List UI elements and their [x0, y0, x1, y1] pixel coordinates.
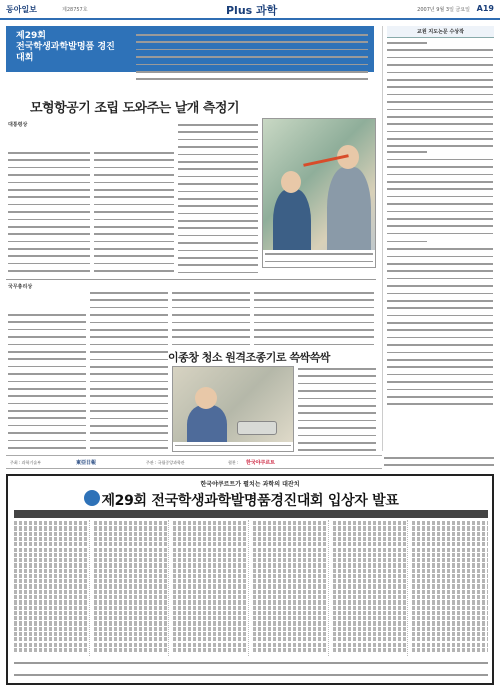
winner-row — [412, 600, 488, 604]
article-2-photo — [172, 366, 294, 452]
winner-row — [333, 542, 408, 546]
section-title: Plus 과학 — [226, 4, 278, 17]
winner-row — [14, 553, 89, 557]
article-2-byline — [8, 284, 98, 290]
winner-row — [253, 584, 328, 588]
winner-row — [412, 532, 488, 536]
winner-row — [253, 569, 328, 573]
winner-row — [94, 521, 169, 525]
winner-row — [94, 621, 169, 625]
winner-row — [14, 627, 89, 631]
winner-row — [253, 590, 328, 594]
winner-row — [173, 637, 248, 641]
winner-row — [173, 558, 248, 562]
sponsor-label: 협찬 : — [228, 460, 239, 465]
winners-column — [412, 520, 488, 656]
winner-row — [333, 584, 408, 588]
winner-row — [412, 627, 488, 631]
winner-row — [412, 595, 488, 599]
winner-row — [333, 632, 408, 636]
winner-row — [173, 574, 248, 578]
winner-row — [333, 648, 408, 652]
winner-row — [412, 542, 488, 546]
winner-row — [333, 558, 408, 562]
article-1-col-2 — [94, 150, 174, 275]
winner-row — [14, 637, 89, 641]
winner-row — [333, 574, 408, 578]
publication-date: 2007년 9월 3일 금요일 — [417, 7, 470, 13]
winner-row — [412, 563, 488, 567]
winner-row — [412, 579, 488, 583]
winner-row — [14, 563, 89, 567]
contest-name: 제29회 전국학생과학발명품 경진대회 — [16, 31, 115, 63]
winners-column — [14, 520, 90, 656]
results-header-bar — [14, 510, 488, 518]
winner-row — [412, 632, 488, 636]
article-2-col-5 — [298, 366, 376, 452]
winner-row — [333, 643, 408, 647]
banner-intro — [136, 32, 368, 84]
winners-list — [14, 520, 488, 656]
winner-row — [253, 574, 328, 578]
winner-row — [14, 611, 89, 615]
announcement-kicker: 한국야쿠르트가 펼치는 과학의 대잔치 — [200, 481, 300, 488]
student-head — [195, 387, 217, 409]
winner-row — [94, 648, 169, 652]
winner-row — [253, 595, 328, 599]
winner-row — [94, 579, 169, 583]
winner-row — [94, 553, 169, 557]
winner-row — [94, 542, 169, 546]
donga-logo: 東亞日報 — [76, 460, 97, 466]
winner-row — [412, 648, 488, 652]
winner-row — [333, 611, 408, 615]
winner-row — [94, 537, 169, 541]
winner-row — [94, 616, 169, 620]
winner-row — [14, 621, 89, 625]
winner-row — [412, 526, 488, 530]
winner-row — [94, 584, 169, 588]
winner-row — [412, 621, 488, 625]
issue-number: 제28757호 — [62, 7, 88, 13]
winner-row — [14, 574, 89, 578]
winner-row — [94, 632, 169, 636]
winner-row — [333, 590, 408, 594]
winner-row — [14, 590, 89, 594]
winner-row — [173, 595, 248, 599]
winner-row — [333, 532, 408, 536]
winner-row — [94, 590, 169, 594]
winner-row — [14, 616, 89, 620]
winner-row — [94, 569, 169, 573]
announcement-title: 제29회 전국학생과학발명품경진대회 입상자 발표 — [101, 493, 399, 509]
article-2-col-3 — [172, 290, 250, 346]
winner-row — [253, 606, 328, 610]
winner-row — [253, 558, 328, 562]
winner-row — [253, 563, 328, 567]
winner-row — [14, 595, 89, 599]
winner-row — [253, 537, 328, 541]
winner-row — [14, 532, 89, 536]
winner-row — [14, 548, 89, 552]
winner-row — [14, 584, 89, 588]
footer-note — [384, 455, 494, 470]
winner-row — [94, 532, 169, 536]
sidebar-entry-2 — [387, 157, 493, 237]
cleaning-robot — [237, 421, 277, 435]
photo-1-caption — [263, 250, 375, 267]
winner-row — [333, 600, 408, 604]
winner-row — [173, 521, 248, 525]
winner-row — [14, 600, 89, 604]
winner-row — [253, 643, 328, 647]
winner-row — [14, 643, 89, 647]
winner-row — [333, 616, 408, 620]
winner-row — [173, 569, 248, 573]
winner-row — [253, 526, 328, 530]
winner-row — [333, 595, 408, 599]
contest-banner — [6, 26, 374, 72]
winner-row — [14, 521, 89, 525]
photo-2-caption — [173, 442, 293, 451]
winner-row — [412, 584, 488, 588]
winner-row — [14, 632, 89, 636]
article-1-headline: 모형항공기 조립 도와주는 날개 측정기 — [30, 101, 240, 116]
winner-row — [14, 579, 89, 583]
winner-row — [173, 611, 248, 615]
winner-row — [173, 548, 248, 552]
article-1-byline — [8, 122, 68, 128]
winner-row — [94, 548, 169, 552]
winner-row — [14, 558, 89, 562]
winner-row — [412, 574, 488, 578]
winner-row — [14, 526, 89, 530]
winner-row — [173, 553, 248, 557]
winner-row — [333, 548, 408, 552]
winner-row — [253, 521, 328, 525]
winner-row — [412, 537, 488, 541]
winner-row — [94, 558, 169, 562]
winners-column — [173, 520, 249, 656]
organizer-label: 주관 : 국립중앙과학관 — [146, 460, 185, 465]
winner-row — [173, 621, 248, 625]
winner-row — [173, 584, 248, 588]
winners-column — [333, 520, 409, 656]
winner-row — [253, 637, 328, 641]
winner-row — [253, 632, 328, 636]
winner-row — [173, 627, 248, 631]
winner-row — [173, 526, 248, 530]
winner-row — [333, 621, 408, 625]
winner-row — [333, 521, 408, 525]
winner-row — [253, 532, 328, 536]
winner-row — [412, 553, 488, 557]
winner-row — [333, 606, 408, 610]
event-schedule — [14, 660, 488, 667]
winner-row — [253, 611, 328, 615]
article-2-col-2 — [90, 290, 168, 452]
winner-row — [333, 627, 408, 631]
winner-row — [253, 627, 328, 631]
winner-row — [412, 616, 488, 620]
host-label: 주최 : 과학기술부 — [10, 460, 41, 465]
section-divider — [6, 279, 376, 280]
organizers-line — [14, 672, 488, 679]
winner-row — [14, 537, 89, 541]
page-number: A19 — [476, 4, 494, 13]
winner-row — [94, 643, 169, 647]
winner-row — [412, 637, 488, 641]
winner-row — [94, 627, 169, 631]
article-2-col-4 — [254, 290, 374, 346]
winner-row — [412, 521, 488, 525]
winner-row — [14, 542, 89, 546]
winner-row — [173, 537, 248, 541]
award-label: 국무총리상 — [8, 284, 33, 290]
winner-row — [412, 569, 488, 573]
sidebar-entry-1 — [387, 47, 493, 147]
winner-row — [14, 648, 89, 652]
winner-row — [333, 526, 408, 530]
winner-row — [253, 579, 328, 583]
winner-row — [173, 606, 248, 610]
winner-row — [412, 548, 488, 552]
sidebar-title: 교원 지도논문 수상작 — [387, 26, 494, 38]
article-2-col-1 — [8, 312, 86, 452]
article-2-headline: 이종창 청소 원격조종기로 쓱싹쓱싹 — [168, 351, 330, 364]
article-1-photo — [262, 118, 376, 268]
winner-row — [333, 537, 408, 541]
winner-row — [333, 579, 408, 583]
winner-row — [173, 648, 248, 652]
winner-row — [173, 600, 248, 604]
winner-row — [253, 648, 328, 652]
masthead — [0, 0, 500, 20]
winner-row — [333, 637, 408, 641]
winners-announcement — [6, 474, 494, 685]
winner-row — [173, 579, 248, 583]
winner-row — [94, 574, 169, 578]
winners-column — [253, 520, 329, 656]
winner-row — [253, 600, 328, 604]
article-1-col-1 — [8, 150, 90, 275]
winner-row — [412, 643, 488, 647]
winner-row — [412, 606, 488, 610]
winner-row — [412, 611, 488, 615]
winner-row — [253, 542, 328, 546]
winner-row — [173, 632, 248, 636]
winner-row — [333, 569, 408, 573]
winner-row — [94, 611, 169, 615]
winner-row — [14, 606, 89, 610]
winner-row — [94, 637, 169, 641]
winner-row — [14, 569, 89, 573]
winner-row — [94, 600, 169, 604]
winner-row — [412, 590, 488, 594]
winner-row — [173, 590, 248, 594]
winner-row — [253, 621, 328, 625]
teacher-paper-sidebar — [382, 26, 494, 451]
winner-row — [94, 595, 169, 599]
winner-row — [173, 542, 248, 546]
yakult-logo: 한국야쿠르트 — [246, 460, 275, 466]
winner-row — [253, 548, 328, 552]
winners-column — [94, 520, 170, 656]
winner-row — [412, 558, 488, 562]
winner-row — [173, 532, 248, 536]
winner-row — [94, 563, 169, 567]
winner-row — [333, 553, 408, 557]
sidebar-entry-3 — [387, 246, 493, 406]
winner-row — [173, 643, 248, 647]
sponsor-strip — [6, 455, 382, 469]
winner-row — [253, 616, 328, 620]
winner-row — [173, 616, 248, 620]
winner-row — [253, 553, 328, 557]
winner-row — [94, 526, 169, 530]
award-label: 대통령상 — [8, 122, 28, 128]
winner-row — [333, 563, 408, 567]
winner-row — [94, 606, 169, 610]
article-1-col-3 — [178, 122, 258, 275]
student-head — [281, 171, 301, 193]
newspaper-name: 동아일보 — [6, 5, 37, 14]
winner-row — [173, 563, 248, 567]
